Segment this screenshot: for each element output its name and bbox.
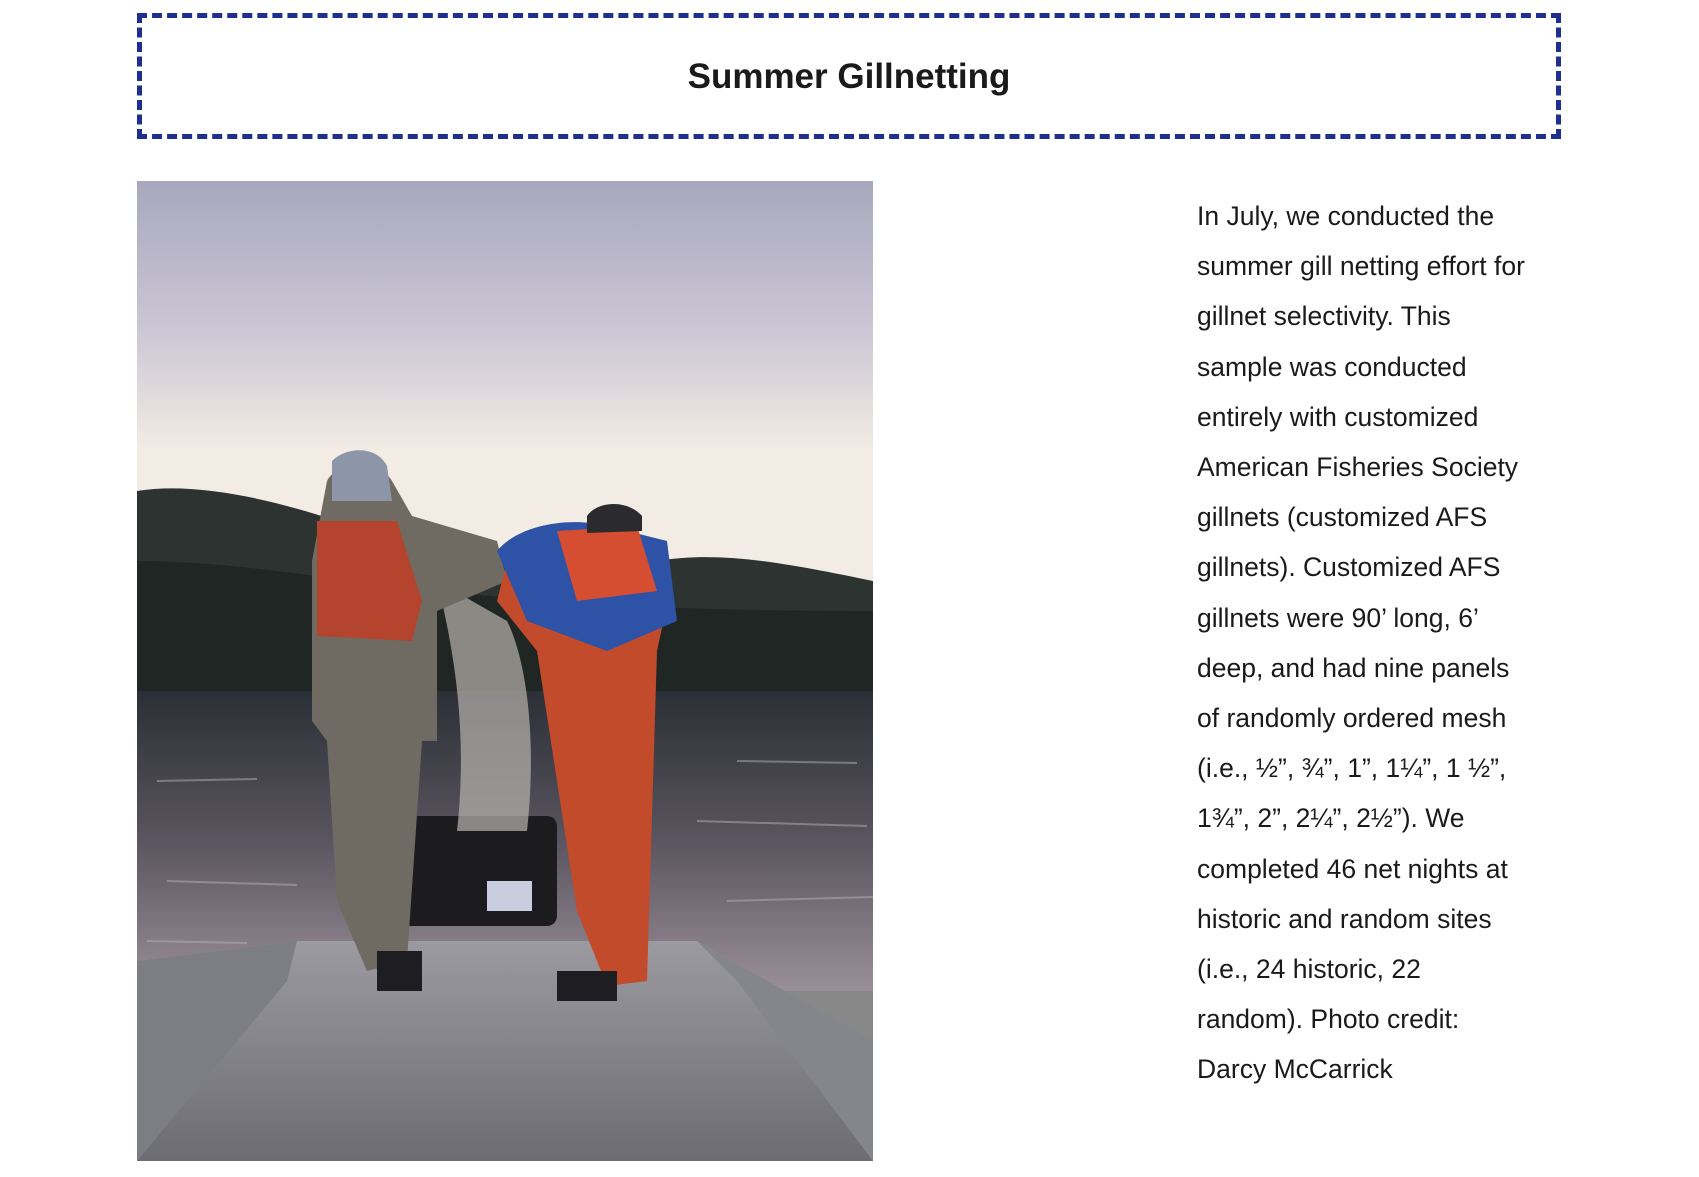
paragraph-line: of randomly ordered mesh xyxy=(1197,703,1507,734)
paragraph-line: entirely with customized xyxy=(1197,401,1479,432)
paragraph-line: historic and random sites xyxy=(1197,903,1492,934)
paragraph-line: American Fisheries Society xyxy=(1197,452,1519,483)
paragraph-line: 1¾”, 2”, 2¼”, 2½”). We xyxy=(1197,803,1465,834)
title-box xyxy=(137,13,1561,139)
paragraph-line: gillnets). Customized AFS xyxy=(1197,552,1501,583)
paragraph-line: summer gill netting effort for xyxy=(1197,251,1525,282)
paragraph-line: gillnet selectivity. This xyxy=(1197,301,1451,332)
paragraph-line: (i.e., ½”, ¾”, 1”, 1¼”, 1 ½”, xyxy=(1197,753,1507,784)
page-title: Summer Gillnetting xyxy=(687,57,1011,96)
paragraph-line: gillnets were 90’ long, 6’ xyxy=(1197,602,1479,633)
gillnetting-photo xyxy=(137,181,873,1161)
paragraph-line: completed 46 net nights at xyxy=(1197,853,1508,884)
paragraph-line: random). Photo credit: xyxy=(1197,1004,1460,1035)
paragraph-line: sample was conducted xyxy=(1197,351,1467,382)
photo-illustration xyxy=(137,181,873,1161)
article-paragraph xyxy=(1197,191,1587,1095)
paragraph-line: deep, and had nine panels xyxy=(1197,652,1510,683)
paragraph-line: In July, we conducted the xyxy=(1197,201,1495,231)
paragraph-line: Darcy McCarrick xyxy=(1197,1054,1393,1085)
paragraph-line: gillnets (customized AFS xyxy=(1197,502,1488,533)
paragraph-line: (i.e., 24 historic, 22 xyxy=(1197,954,1421,985)
